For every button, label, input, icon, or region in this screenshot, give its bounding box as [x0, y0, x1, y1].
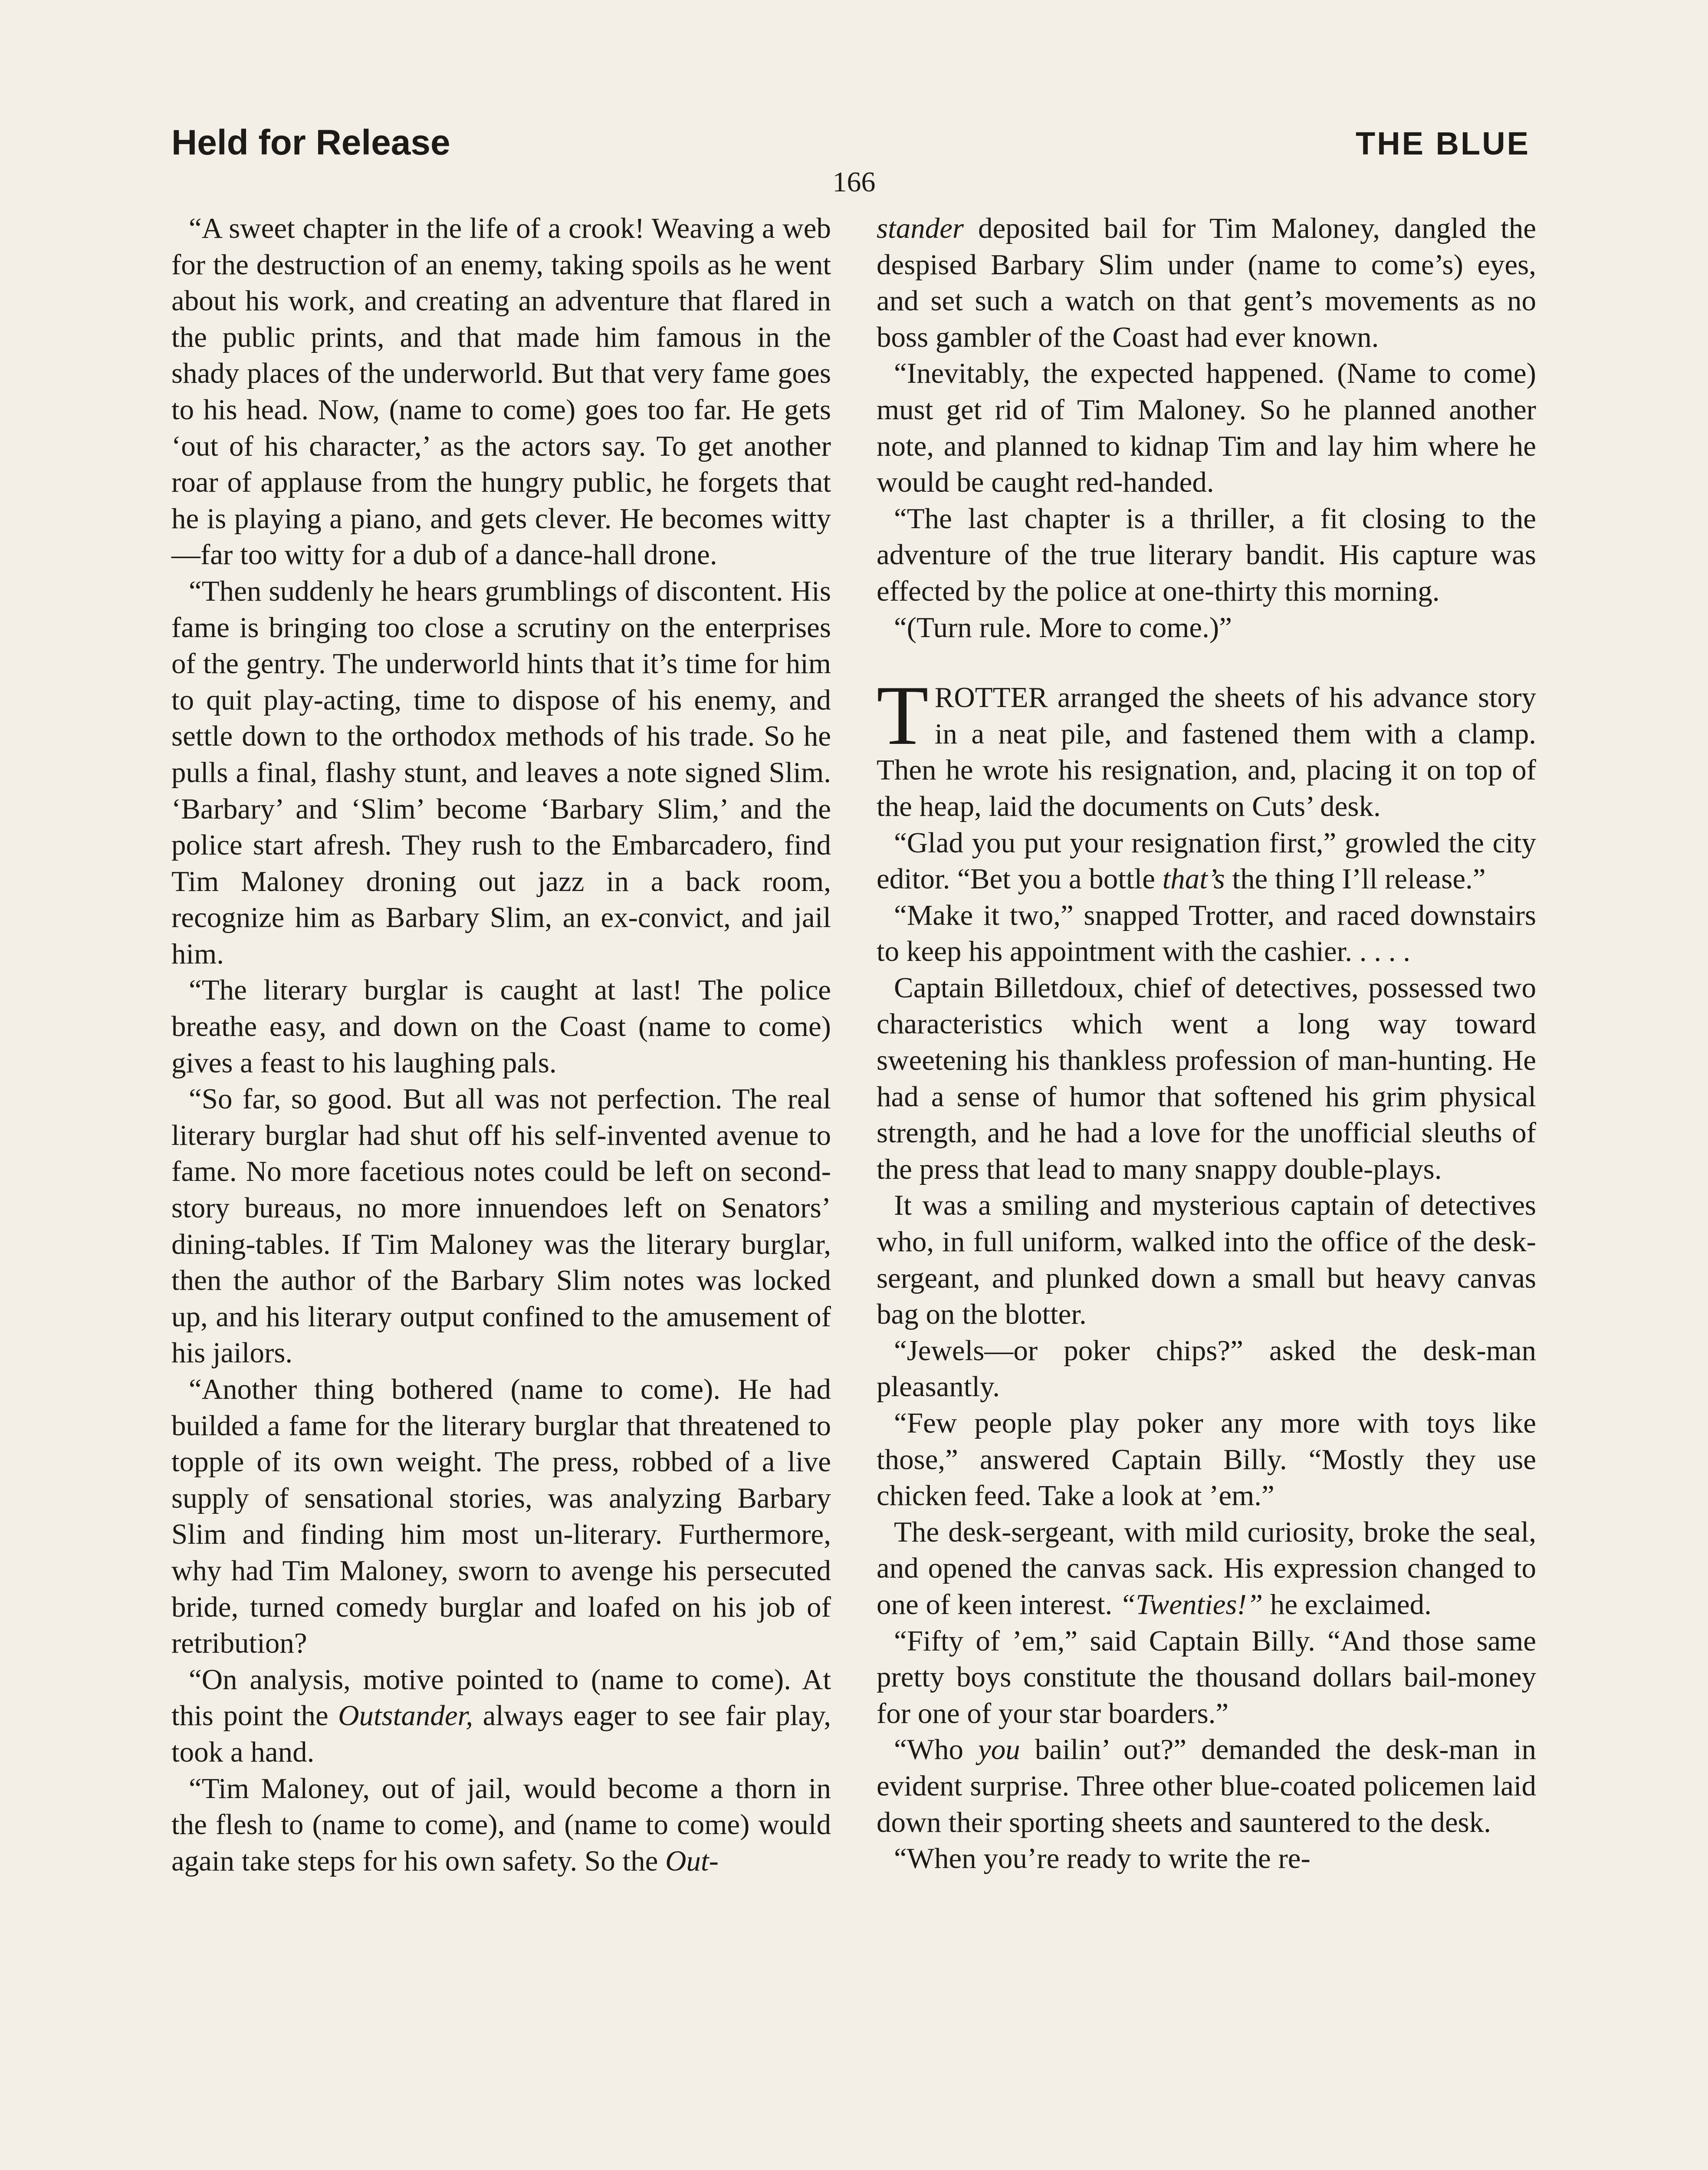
- paragraph: “Then suddenly he hears grumblings of discontent. His fame is bringing too close a scrutiny on the enterprises of the gentry. The underworld hints that it’s time for him to quit play-acting, time to dispose of his enemy, and settle down to the orthodox methods of his trade. So he pulls a final, flashy stunt, and leaves a note signed Slim. ‘Barbary’ and ‘Slim’ become ‘Barbary Slim,’ and the police start afresh. They rush to the Embarcadero, find Tim Maloney droning out jazz in a back room, recognize him as Barbary Slim, an ex-convict, and jail him.: [171, 575, 831, 970]
- paragraph: “Fifty of ’em,” said Captain Billy. “And those same pretty boys constitute the thousand dollars bail-money for one of your star boarders.”: [877, 1624, 1536, 1729]
- paragraph: “When you’re ready to write the re-: [894, 1842, 1311, 1875]
- section-opening-paragraph: TROTTER arranged the sheets of his advance story in a neat pile, and fastened them with a clamp. Then he wrote his resignation, and, placing it on top of the heap, laid the documents on Cuts’ desk.: [877, 668, 1536, 822]
- drop-cap: T: [877, 668, 929, 763]
- magazine-title: THE BLUE: [1356, 125, 1530, 161]
- paragraph: The desk-sergeant, with mild curiosity, broke the seal, and opened the canvas sack. His expression changed to one of keen interest. “Twenties!” he exclaimed.: [877, 1516, 1536, 1621]
- running-title: Held for Release: [171, 123, 450, 162]
- paragraph: “Who you bailin’ out?” demanded the desk-man in evident surprise. Three other blue-coated policemen laid down their sporting sheets and sauntered to the desk.: [877, 1733, 1536, 1838]
- paragraph: “Another thing bothered (name to come). He had builded a fame for the literary burglar that threatened to topple of its own weight. The press, robbed of a live supply of sensational stories, was analyzing Barbary Slim and finding him most un-literary. Furthermore, why had Tim Maloney, sworn to avenge his persecuted bride, turned comedy burglar and loafed on his job of retribution?: [171, 1373, 831, 1660]
- paragraph: Captain Billetdoux, chief of detectives, possessed two characteristics which went a long way toward sweetening his thankless profession of man-hunting. He had a sense of humor that softened his grim physical strength, and he had a love for the unofficial sleuths of the press that lead to many snappy double-plays.: [877, 971, 1536, 1185]
- paragraph: “(Turn rule. More to come.)”: [894, 611, 1232, 644]
- page-number: 166: [832, 166, 876, 198]
- paragraph: “Inevitably, the expected happened. (Name to come) must get rid of Tim Maloney. So he planned another note, and planned to kidnap Tim and lay him where he would be caught red-handed.: [877, 357, 1536, 499]
- paragraph: “The literary burglar is caught at last! The police breathe easy, and down on the Coast (name to come) gives a feast to his laughing pals.: [171, 974, 831, 1079]
- paragraph: It was a smiling and mysterious captain of detectives who, in full uniform, walked into the office of the desk-sergeant, and plunked down a small but heavy canvas bag on the blotter.: [877, 1189, 1536, 1331]
- paragraph-continuation: stander deposited bail for Tim Maloney, dangled the despised Barbary Slim under (name to come’s) eyes, and set such a watch on that gent’s movements as no boss gambler of the Coast had ever known.: [877, 212, 1536, 353]
- paragraph: “Jewels—or poker chips?” asked the desk-man pleasantly.: [877, 1334, 1536, 1403]
- paragraph: “A sweet chapter in the life of a crook! Weaving a web for the destruction of an enemy, taking spoils as he went about his work, and creating an adventure that flared in the public prints, and that made him famous in the shady places of the underworld. But that very fame goes to his head. Now, (name to come) goes too far. He gets ‘out of his character,’ as the actors say. To get another roar of applause from the hungry public, he forgets that he is playing a piano, and gets clever. He becomes witty—far too witty for a dub of a dance-hall drone.: [171, 212, 831, 571]
- paragraph: “On analysis, motive pointed to (name to come). At this point the Outstander, always eager to see fair play, took a hand.: [171, 1663, 831, 1768]
- left-column: [171, 210, 831, 1879]
- paragraph: “Glad you put your resignation first,” growled the city editor. “Bet you a bottle that’s the thing I’ll release.”: [877, 826, 1536, 895]
- paragraph: “Tim Maloney, out of jail, would become a thorn in the flesh to (name to come), and (name to come) would again take steps for his own safety. So the Out-: [171, 1772, 831, 1877]
- paragraph: “The last chapter is a thriller, a fit closing to the adventure of the true literary bandit. His capture was effected by the police at one-thirty this morning.: [877, 502, 1536, 607]
- paragraph: “Few people play poker any more with toys like those,” answered Captain Billy. “Mostly they use chicken feed. Take a look at ’em.”: [877, 1407, 1536, 1512]
- paragraph: “Make it two,” snapped Trotter, and raced downstairs to keep his appointment with the cashier. . . . .: [877, 899, 1536, 968]
- paragraph: “So far, so good. But all was not perfection. The real literary burglar had shut off his self-invented avenue to fame. No more facetious notes could be left on second-story bureaus, no more innuendoes left on Senators’ dining-tables. If Tim Maloney was the literary burglar, then the author of the Barbary Slim notes was locked up, and his literary output confined to the amusement of his jailors.: [171, 1083, 831, 1369]
- right-column: [877, 210, 1536, 1877]
